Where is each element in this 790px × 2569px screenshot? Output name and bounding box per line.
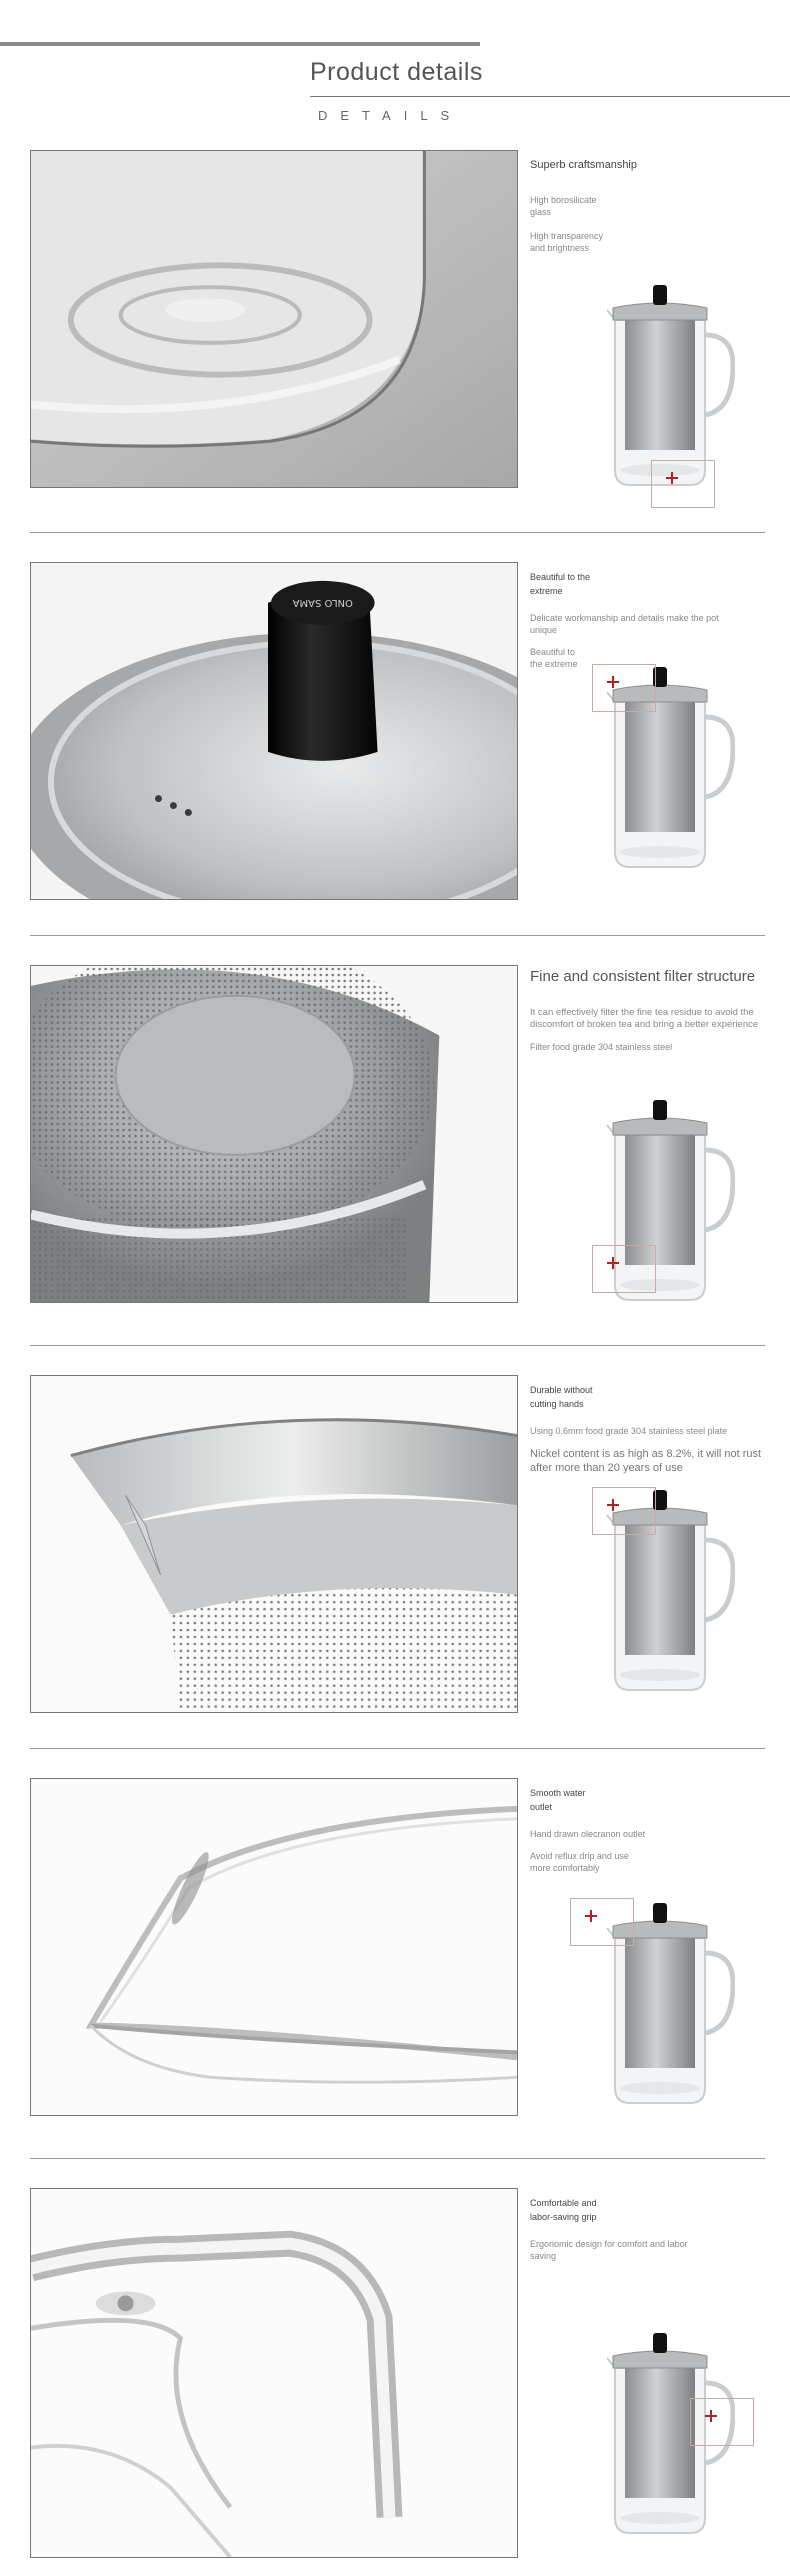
page-title: Product details (310, 58, 483, 86)
section-separator (30, 2158, 765, 2159)
steel-lid-photo (30, 562, 518, 900)
section-line: It can effectively filter the fine tea residue to avoid the discomfort of broken tea and bring a better experience (530, 1007, 759, 1030)
glass-base-photo (30, 150, 518, 488)
section-title: Fine and consistent filter structure (530, 968, 756, 985)
section-title: Comfortable and labor-saving grip (530, 2198, 597, 2222)
highlight-marker (651, 460, 715, 508)
section-line: Beautiful to the extreme (530, 647, 578, 669)
teapot-illustration (585, 280, 735, 490)
page-subtitle: DETAILS (318, 108, 463, 123)
section-line: Hand drawn olecranon outlet (530, 1829, 646, 1839)
glass-spout-photo (30, 1778, 518, 2116)
section-separator (30, 935, 765, 936)
lid-logo-text: ONLO SAMA (292, 596, 353, 608)
section-title: Smooth water outlet (530, 1788, 586, 1812)
top-accent-bar (0, 42, 480, 46)
glass-handle-photo (30, 2188, 518, 2558)
section-text (530, 158, 790, 264)
section-line: Filter food grade 304 stainless steel (530, 1042, 673, 1052)
highlight-marker (592, 1245, 656, 1293)
filter-rim-photo (30, 1375, 518, 1713)
page-heading (0, 58, 790, 123)
section-title: Durable without cutting hands (530, 1385, 593, 1409)
section-separator (30, 1748, 765, 1749)
highlight-marker (592, 1487, 656, 1535)
detail-section-glass (0, 150, 790, 490)
section-text (530, 2196, 790, 2272)
detail-section-filter (0, 935, 790, 1275)
detail-section-rim (0, 1345, 790, 1685)
section-text (530, 1786, 790, 1884)
section-text (530, 1383, 790, 1485)
section-separator (30, 532, 765, 533)
section-line: Avoid reflux drip and use more comfortably (530, 1851, 629, 1873)
section-separator (30, 1345, 765, 1346)
section-title: Superb craftsmanship (530, 159, 637, 171)
section-line: Using 0.6mm food grade 304 stainless steel plate (530, 1426, 728, 1436)
section-text (530, 967, 790, 1063)
detail-section-lid (0, 532, 790, 872)
section-line: High borosilicate glass (530, 195, 597, 217)
highlight-marker (592, 664, 656, 712)
detail-section-spout (0, 1748, 790, 2088)
section-line: Nickel content is as high as 8.2%, it will not rust after more than 20 years of use (530, 1448, 762, 1474)
highlight-marker (690, 2398, 754, 2446)
filter-mesh-photo (30, 965, 518, 1303)
section-line: Delicate workmanship and details make the pot unique (530, 613, 719, 635)
title-underline (310, 96, 790, 97)
highlight-marker (570, 1898, 634, 1946)
detail-section-handle (0, 2158, 790, 2498)
section-title: Beautiful to the extreme (530, 572, 591, 596)
section-line: Ergonomic design for comfort and labor saving (530, 2239, 688, 2261)
section-line: High transparency and brightness (530, 231, 604, 253)
